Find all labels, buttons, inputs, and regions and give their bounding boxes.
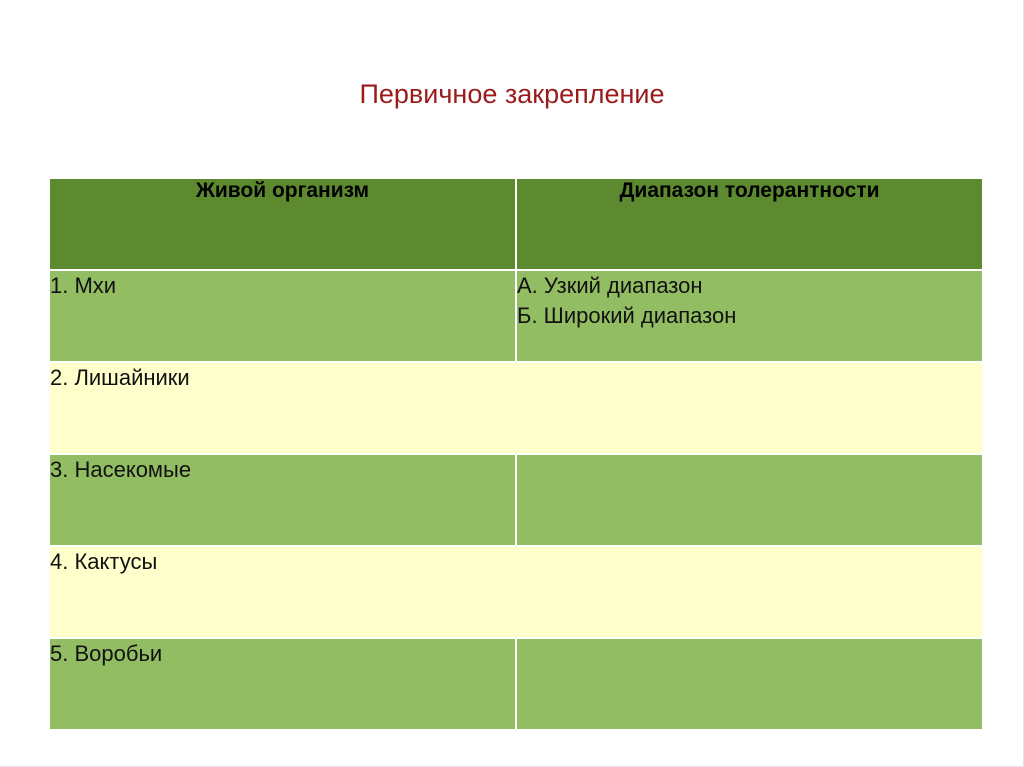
tolerance-range-cell xyxy=(516,270,983,362)
organism-cell: 4. Кактусы xyxy=(49,546,983,638)
range-option-a: А. Узкий диапазон xyxy=(517,273,703,298)
organism-cell: 1. Мхи xyxy=(49,270,516,362)
table-row xyxy=(49,454,983,546)
table-row xyxy=(49,270,983,362)
header-organism: Живой организм xyxy=(49,178,516,270)
organism-cell: 2. Лишайники xyxy=(49,362,983,454)
table-row xyxy=(49,546,983,638)
table-header-row xyxy=(49,178,983,270)
range-option-b: Б. Широкий диапазон xyxy=(517,303,737,328)
tolerance-range-cell xyxy=(516,638,983,730)
organism-cell: 3. Насекомые xyxy=(49,454,516,546)
tolerance-range-cell xyxy=(516,454,983,546)
tolerance-table xyxy=(48,177,984,731)
table-row xyxy=(49,362,983,454)
table-row xyxy=(49,638,983,730)
slide-title: Первичное закрепление xyxy=(359,79,665,109)
header-tolerance-range: Диапазон толерантности xyxy=(516,178,983,270)
organism-cell: 5. Воробьи xyxy=(49,638,516,730)
